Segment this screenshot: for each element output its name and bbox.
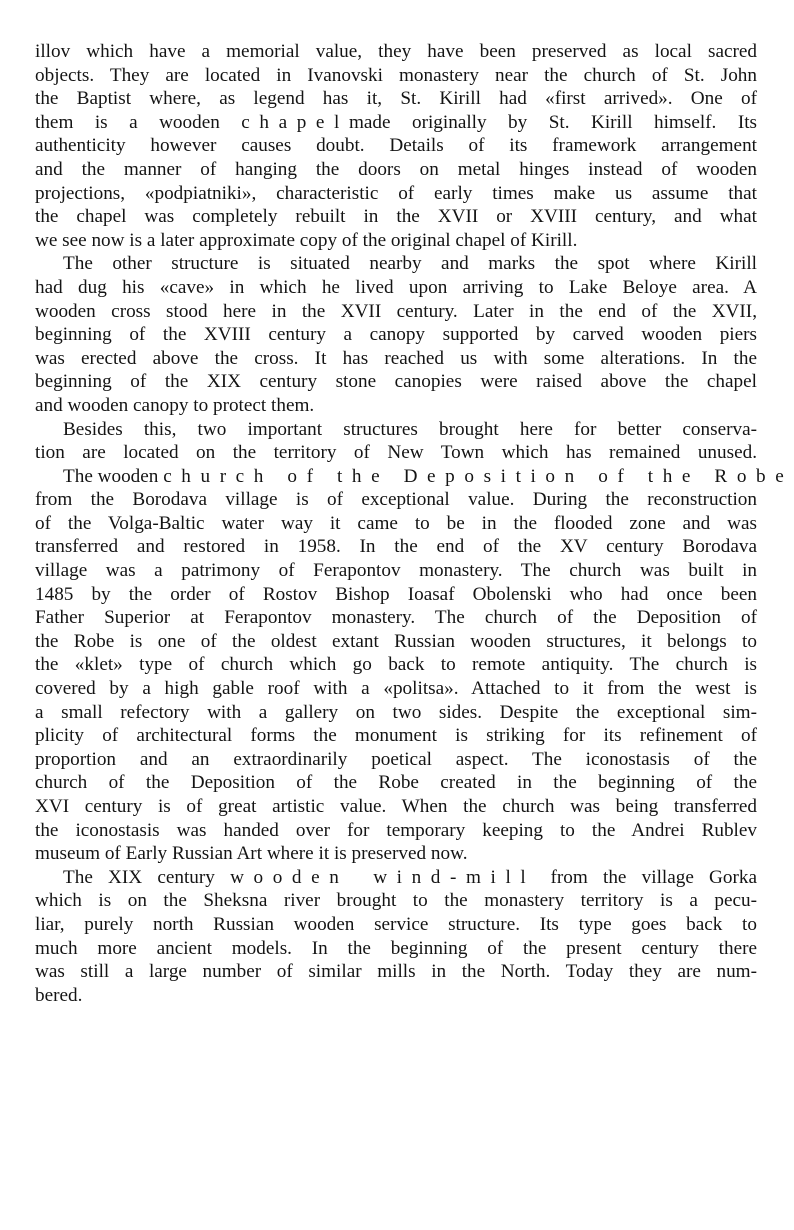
text-line: projections, «podpiatniki», characteristic of early times make us assume that xyxy=(35,182,757,204)
text-line: which is on the Sheksna river brought to the monastery territory is a pecu- xyxy=(35,890,757,912)
text-line: had dug his «cave» in which he lived upon arriving to Lake Beloye area. A xyxy=(35,276,757,298)
text-line: Father Superior at Ferapontov monastery. The church of the Deposition of xyxy=(35,607,757,629)
text-line-with-spaced-term: them is a wooden chapelmade originally by St. Kirill himself. Its xyxy=(35,111,758,133)
text-line: liar, purely north Russian wooden service structure. Its type goes back to xyxy=(35,913,757,935)
text-line: and wooden canopy to protect them. xyxy=(35,394,315,416)
text-line: illov which have a memorial value, they have been preserved as local sacred xyxy=(35,41,757,62)
paragraph-3 xyxy=(35,418,757,465)
text-line: much more ancient models. In the beginning of the present century there xyxy=(35,937,757,959)
text-line: was still a large number of similar mills in the North. Today they are num- xyxy=(35,961,757,983)
text-line: covered by a high gable roof with a «politsa». Attached to it from the west is xyxy=(35,678,757,700)
text-line: was erected above the cross. It has reached us with some alterations. In the xyxy=(35,347,757,369)
text-line: and the manner of hanging the doors on metal hinges instead of wooden xyxy=(35,158,757,180)
text-line-with-spaced-term: The wooden church of the Deposition of the Robe xyxy=(63,465,794,487)
text-line: village was a patrimony of Ferapontov monastery. The church was built in xyxy=(35,560,757,582)
text-line: the Robe is one of the oldest extant Russian wooden structures, it belongs to xyxy=(35,630,757,652)
spaced-term-chapel: chapel xyxy=(241,111,349,133)
text-line: tion are located on the territory of New Town which has remained unused. xyxy=(35,442,757,464)
text-line: we see now is a later approximate copy of the original chapel of Kirill. xyxy=(35,229,578,251)
text-line: 1485 by the order of Rostov Bishop Ioasaf Obolenski who had once been xyxy=(35,583,757,605)
text-line: plicity of architectural forms the monument is striking for its refinement of xyxy=(35,725,757,747)
text-line: The other structure is situated nearby and marks the spot where Kirill xyxy=(63,253,757,275)
text-line: the chapel was completely rebuilt in the XVII or XVIII century, and what xyxy=(35,206,757,228)
text-line: church of the Deposition of the Robe created in the beginning of the xyxy=(35,772,757,794)
document-page xyxy=(35,40,794,1007)
text-line-with-spaced-term: The XIX century wooden wind-mill from the village Gorka xyxy=(63,866,758,888)
paragraph-1 xyxy=(35,40,757,252)
text-line: Besides this, two important structures brought here for better conserva- xyxy=(63,418,757,440)
text-line: a small refectory with a gallery on two sides. Despite the exceptional sim- xyxy=(35,701,757,723)
text-line: the «klet» type of church which go back to remote antiquity. The church is xyxy=(35,654,757,676)
text-line: museum of Early Russian Art where it is preserved now. xyxy=(35,843,468,865)
text-line: beginning of the XIX century stone canopies were raised above the chapel xyxy=(35,371,757,393)
text-line: objects. They are located in Ivanovski monastery near the church of St. John xyxy=(35,64,757,86)
spaced-term-church-name: church of the Deposition of the Robe xyxy=(163,465,794,487)
text-line: beginning of the XVIII century a canopy supported by carved wooden piers xyxy=(35,324,757,346)
paragraph-4 xyxy=(35,465,794,866)
text-line: the iconostasis was handed over for temporary keeping to the Andrei Rublev xyxy=(35,819,757,841)
text-line: from the Borodava village is of exceptional value. During the reconstruction xyxy=(35,489,757,511)
text-line: of the Volga-Baltic water way it came to be in the flooded zone and was xyxy=(35,512,757,534)
text-line: XVI century is of great artistic value. When the church was being transferred xyxy=(35,796,757,817)
text-line: authenticity however causes doubt. Details of its framework arrangement xyxy=(35,135,757,157)
text-line: transferred and restored in 1958. In the end of the XV century Borodava xyxy=(35,536,757,558)
paragraph-5 xyxy=(35,866,757,1008)
paragraph-2 xyxy=(35,252,757,417)
text-line: bered. xyxy=(35,984,83,1006)
text-line: wooden cross stood here in the XVII century. Later in the end of the XVII, xyxy=(35,300,757,322)
text-line: the Baptist where, as legend has it, St. Kirill had «first arrived». One of xyxy=(35,88,757,110)
spaced-term-windmill: wooden wind-mill xyxy=(230,866,536,888)
text-line: proportion and an extraordinarily poetical aspect. The iconostasis of the xyxy=(35,748,757,770)
